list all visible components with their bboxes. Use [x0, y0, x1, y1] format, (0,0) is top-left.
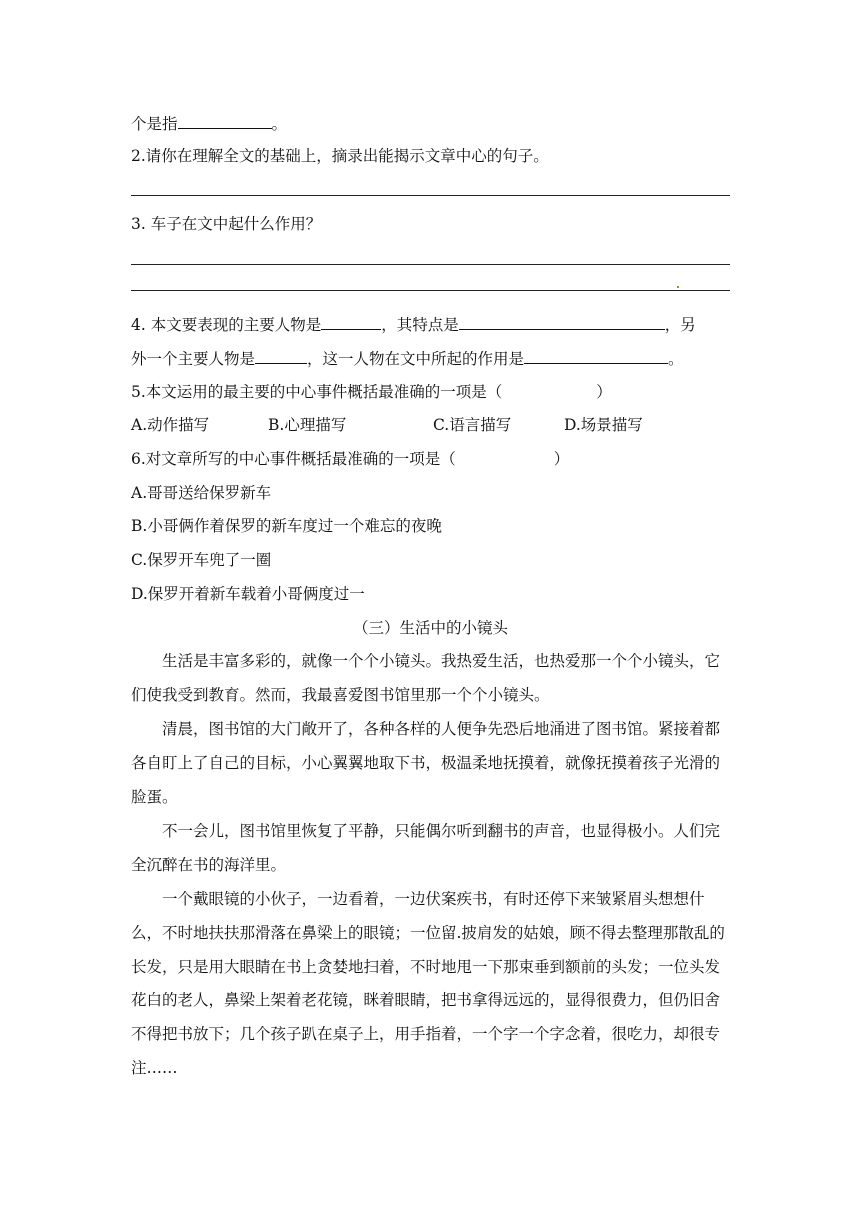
answer-blank-4a[interactable] [321, 313, 381, 330]
question-6-text: 6.对文章所写的中心事件概括最准确的一项是（ [131, 450, 456, 468]
option-6b[interactable]: B.小哥俩作着保罗的新车度过一个难忘的夜晚 [131, 517, 442, 535]
option-5c[interactable]: C.语言描写 [433, 416, 512, 434]
question-3: 3. 车子在文中起什么作用？ [131, 215, 322, 233]
question-5-text: 5.本文运用的最主要的中心事件概括最准确的一项是（ [131, 383, 503, 401]
question-5-stem [131, 381, 731, 403]
passage-paragraph-1: 生活是丰富多彩的，就像一个个小镜头。我热爱生活，也热爱那一个个小镜头，它们使我受到教育。然而，我最喜爱图书馆里那一个个小镜头。 [131, 652, 721, 704]
answer-line-2[interactable] [131, 195, 730, 196]
question-4-text-c: ，另 [664, 316, 696, 334]
question-6-stem [131, 448, 731, 470]
question-1-tail [131, 112, 731, 135]
question-4-text-e: ，这一人物在文中所起的作用是 [307, 350, 525, 368]
option-5b[interactable]: B.心理描写 [268, 416, 347, 434]
answer-blank-4b[interactable] [459, 313, 665, 330]
question-1-prefix: 个是指 [131, 115, 178, 133]
question-4-text-a: 4. 本文要表现的主要人物是 [131, 316, 322, 334]
question-4-line-1 [131, 313, 731, 336]
answer-blank-4d[interactable] [524, 347, 668, 364]
question-6-paren-close: ） [553, 450, 570, 468]
passage-paragraph-2: 清晨，图书馆的大门敞开了，各种各样的人便争先恐后地涌进了图书馆。紧接着都各自盯上了自己的目标，小心翼翼地取下书，极温柔地抚摸着，就像抚摸着孩子光滑的脸蛋。 [131, 720, 721, 806]
option-5d[interactable]: D.场景描写 [564, 416, 643, 434]
answer-blank-4c[interactable] [255, 347, 307, 364]
question-2: 2.请你在理解全文的基础上，摘录出能揭示文章中心的句子。 [131, 147, 549, 165]
option-6d[interactable]: D.保罗开着新车载着小哥俩度过一 [131, 585, 365, 603]
answer-line-3a[interactable] [131, 264, 730, 265]
answer-line-3b[interactable] [131, 290, 730, 291]
scan-speck [677, 286, 679, 288]
question-4-text-b: ，其特点是 [381, 316, 459, 334]
option-6a[interactable]: A.哥哥送给保罗新车 [131, 484, 272, 502]
passage-paragraph-3: 不一会儿，图书馆里恢复了平静，只能偶尔听到翻书的声音，也显得极小。人们完全沉醉在书的海洋里。 [131, 822, 721, 874]
question-5-paren-close: ） [596, 383, 612, 401]
question-4-text-d: 外一个主要人物是 [131, 350, 256, 368]
option-5a[interactable]: A.动作描写 [131, 416, 210, 434]
passage-title: （三）生活中的小镜头 [352, 619, 508, 637]
question-1-suffix: 。 [271, 115, 288, 133]
answer-blank-1[interactable] [178, 112, 272, 129]
option-6c[interactable]: C.保罗开车兜了一圈 [131, 551, 272, 569]
question-4-line-2 [131, 347, 731, 370]
question-4-text-f: 。 [668, 350, 684, 368]
passage-paragraph-4: 一个戴眼镜的小伙子，一边看着，一边伏案疾书，有时还停下来皱紧眉头想想什么，不时地扶扶那滑落在鼻梁上的眼镜；一位留.披肩发的姑娘，顾不得去整理那散乱的长发，只是用大眼睛在书上贪婪地扫着，不时地甩一下那束垂到额前的头发；一位头发花白的老人，鼻梁上架着老花镜，眯着眼睛，把书拿得远远的，显得很费力，但仍旧舍不得把书放下；几个孩子趴在桌子上，用手指着，一个字一个字念着，很吃力，却很专注…… [131, 890, 725, 1077]
